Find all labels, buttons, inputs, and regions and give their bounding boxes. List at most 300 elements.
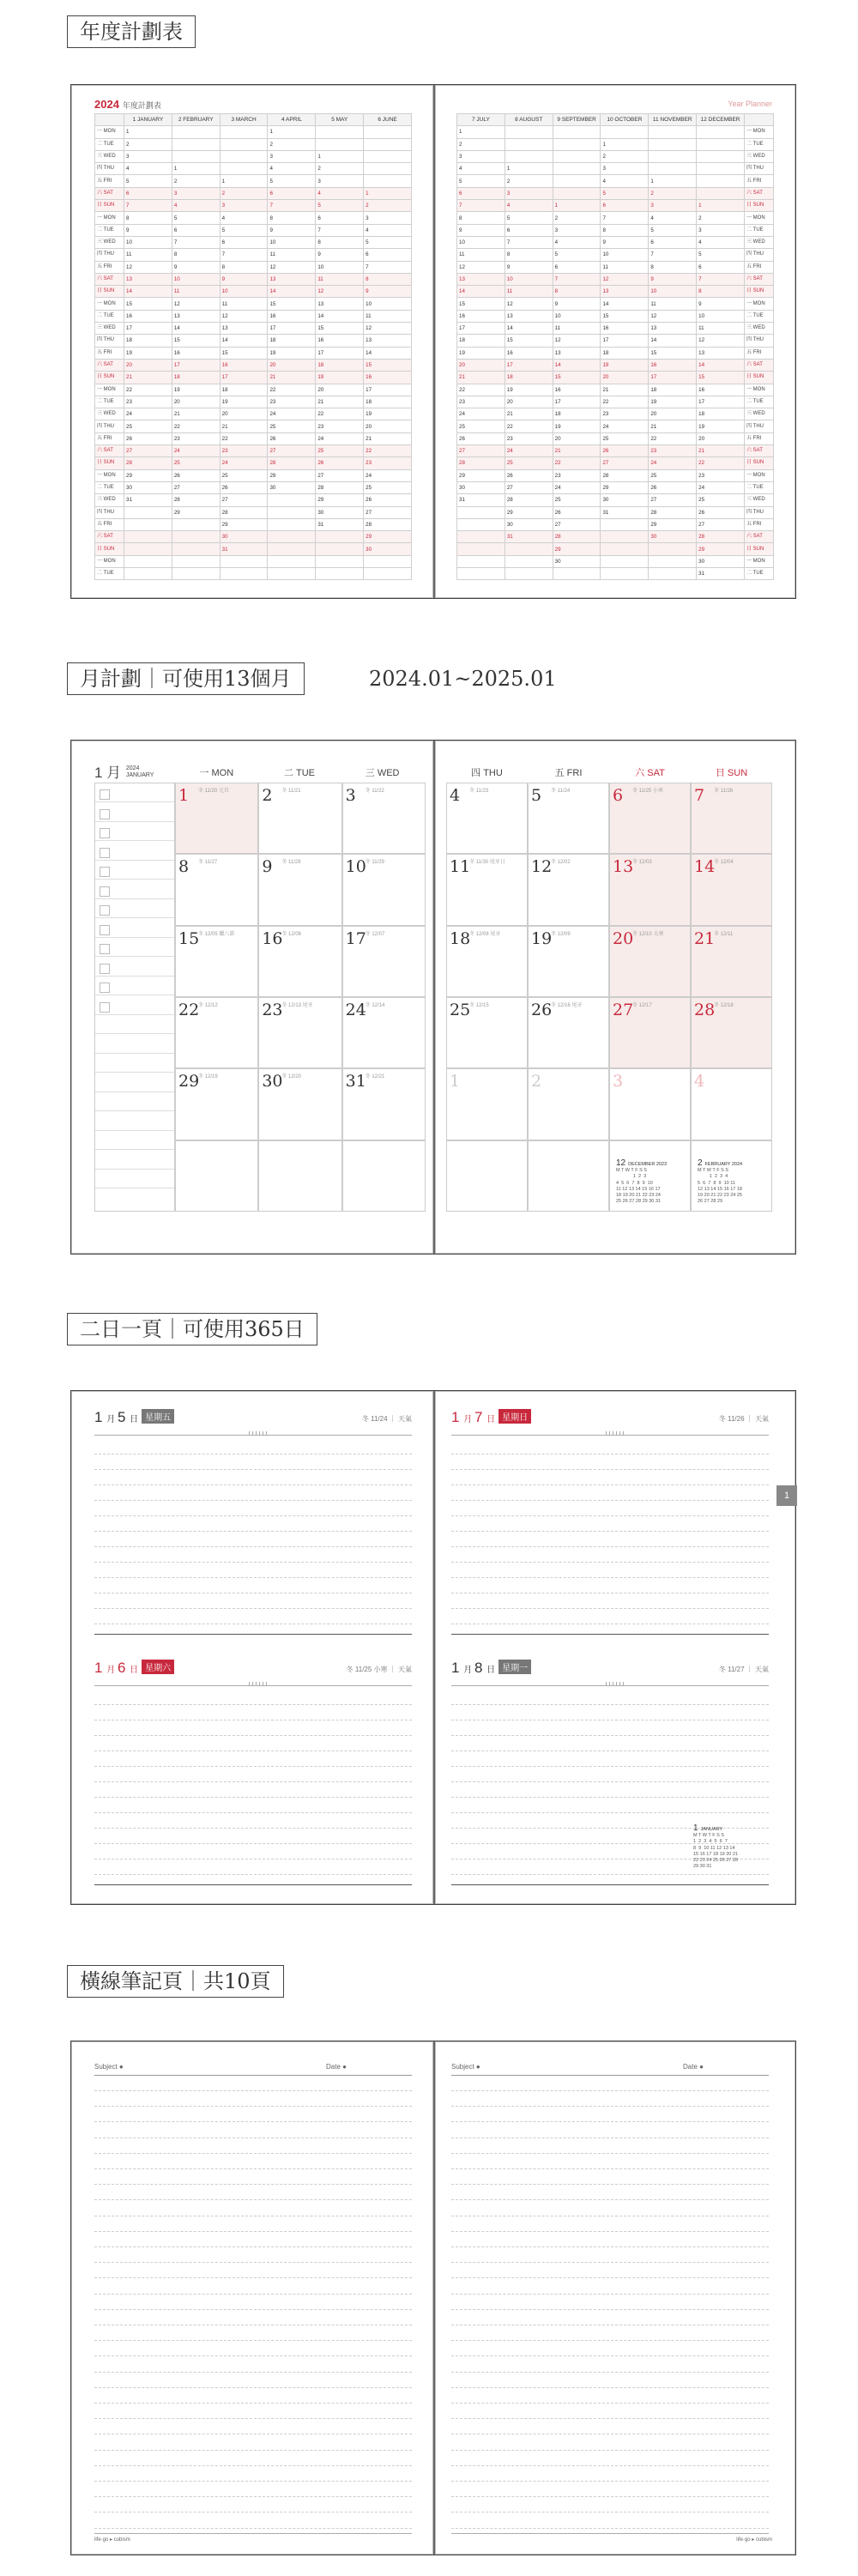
- yearly-day-cell[interactable]: 23: [124, 396, 172, 408]
- yearly-day-cell[interactable]: 24: [601, 420, 649, 432]
- yearly-day-cell[interactable]: 1: [697, 200, 745, 212]
- yearly-day-cell[interactable]: 18: [505, 372, 553, 384]
- yearly-day-cell[interactable]: 21: [220, 420, 268, 432]
- yearly-day-cell[interactable]: 20: [697, 432, 745, 444]
- yearly-day-cell[interactable]: 13: [697, 347, 745, 359]
- yearly-day-cell[interactable]: [124, 518, 172, 530]
- yearly-day-cell[interactable]: 22: [124, 384, 172, 396]
- yearly-day-cell[interactable]: [505, 150, 553, 162]
- yearly-day-cell[interactable]: 25: [649, 469, 697, 481]
- yearly-day-cell[interactable]: 31: [220, 543, 268, 555]
- yearly-day-cell[interactable]: 23: [316, 420, 364, 432]
- yearly-day-cell[interactable]: [697, 126, 745, 138]
- yearly-day-cell[interactable]: 22: [316, 408, 364, 420]
- yearly-day-cell[interactable]: [457, 543, 505, 555]
- yearly-day-cell[interactable]: 11: [268, 249, 316, 261]
- yearly-day-cell[interactable]: 20: [124, 359, 172, 371]
- yearly-day-cell[interactable]: 10: [553, 310, 601, 322]
- yearly-day-cell[interactable]: 29: [172, 506, 220, 518]
- yearly-day-cell[interactable]: 15: [220, 347, 268, 359]
- yearly-day-cell[interactable]: 27: [601, 457, 649, 469]
- yearly-day-cell[interactable]: 27: [124, 445, 172, 457]
- yearly-day-cell[interactable]: 14: [220, 335, 268, 347]
- yearly-day-cell[interactable]: 21: [268, 372, 316, 384]
- yearly-day-cell[interactable]: 14: [697, 359, 745, 371]
- yearly-day-cell[interactable]: 22: [172, 420, 220, 432]
- yearly-day-cell[interactable]: 16: [364, 372, 412, 384]
- yearly-day-cell[interactable]: [268, 567, 316, 579]
- yearly-day-cell[interactable]: [124, 506, 172, 518]
- yearly-day-cell[interactable]: 18: [364, 396, 412, 408]
- yearly-day-cell[interactable]: 30: [505, 518, 553, 530]
- yearly-day-cell[interactable]: 11: [457, 249, 505, 261]
- yearly-day-cell[interactable]: 3: [457, 150, 505, 162]
- yearly-day-cell[interactable]: 15: [124, 298, 172, 310]
- yearly-day-cell[interactable]: 11: [505, 286, 553, 298]
- yearly-day-cell[interactable]: 12: [268, 261, 316, 273]
- yearly-day-cell[interactable]: 30: [268, 481, 316, 493]
- yearly-day-cell[interactable]: 2: [268, 138, 316, 150]
- yearly-day-cell[interactable]: 9: [553, 298, 601, 310]
- yearly-day-cell[interactable]: [172, 518, 220, 530]
- yearly-day-cell[interactable]: 30: [364, 543, 412, 555]
- yearly-day-cell[interactable]: [364, 150, 412, 162]
- yearly-day-cell[interactable]: [553, 187, 601, 199]
- yearly-day-cell[interactable]: 6: [649, 236, 697, 248]
- monthly-day-cell[interactable]: [258, 926, 341, 997]
- yearly-day-cell[interactable]: 8: [649, 261, 697, 273]
- yearly-day-cell[interactable]: [457, 567, 505, 579]
- yearly-day-cell[interactable]: 8: [268, 212, 316, 224]
- yearly-day-cell[interactable]: 29: [553, 543, 601, 555]
- monthly-empty-cell[interactable]: [258, 1140, 341, 1212]
- yearly-day-cell[interactable]: 1: [457, 126, 505, 138]
- yearly-day-cell[interactable]: 25: [553, 494, 601, 506]
- yearly-day-cell[interactable]: 5: [601, 187, 649, 199]
- yearly-day-cell[interactable]: 17: [268, 323, 316, 335]
- yearly-day-cell[interactable]: 12: [649, 310, 697, 322]
- monthly-day-cell[interactable]: [342, 783, 426, 854]
- yearly-day-cell[interactable]: 12: [172, 298, 220, 310]
- yearly-day-cell[interactable]: 14: [172, 323, 220, 335]
- yearly-day-cell[interactable]: 5: [316, 200, 364, 212]
- yearly-day-cell[interactable]: 4: [172, 200, 220, 212]
- yearly-day-cell[interactable]: [649, 150, 697, 162]
- yearly-day-cell[interactable]: 20: [505, 396, 553, 408]
- yearly-day-cell[interactable]: 30: [316, 506, 364, 518]
- yearly-day-cell[interactable]: 20: [316, 384, 364, 396]
- yearly-day-cell[interactable]: 22: [505, 420, 553, 432]
- yearly-day-cell[interactable]: 31: [601, 506, 649, 518]
- yearly-day-cell[interactable]: 16: [457, 310, 505, 322]
- yearly-day-cell[interactable]: 4: [457, 163, 505, 175]
- yearly-day-cell[interactable]: 4: [697, 236, 745, 248]
- yearly-day-cell[interactable]: [220, 163, 268, 175]
- yearly-day-cell[interactable]: 18: [553, 408, 601, 420]
- yearly-day-cell[interactable]: [220, 150, 268, 162]
- monthly-day-cell[interactable]: [446, 783, 528, 854]
- yearly-day-cell[interactable]: 13: [220, 323, 268, 335]
- yearly-day-cell[interactable]: 11: [316, 273, 364, 285]
- yearly-day-cell[interactable]: 18: [601, 347, 649, 359]
- monthly-day-cell[interactable]: [446, 854, 528, 925]
- yearly-day-cell[interactable]: 17: [457, 323, 505, 335]
- yearly-day-cell[interactable]: 26: [220, 481, 268, 493]
- yearly-day-cell[interactable]: 4: [649, 212, 697, 224]
- month-tab[interactable]: 1: [776, 1485, 797, 1506]
- yearly-day-cell[interactable]: 18: [220, 384, 268, 396]
- yearly-day-cell[interactable]: 13: [172, 310, 220, 322]
- yearly-day-cell[interactable]: 17: [505, 359, 553, 371]
- yearly-day-cell[interactable]: 15: [601, 310, 649, 322]
- yearly-day-cell[interactable]: 13: [553, 347, 601, 359]
- yearly-day-cell[interactable]: [553, 150, 601, 162]
- yearly-day-cell[interactable]: 18: [649, 384, 697, 396]
- monthly-day-cell[interactable]: [446, 1068, 528, 1140]
- yearly-day-cell[interactable]: 10: [172, 273, 220, 285]
- yearly-day-cell[interactable]: 21: [505, 408, 553, 420]
- monthly-day-cell[interactable]: [691, 1068, 772, 1140]
- yearly-day-cell[interactable]: 27: [553, 518, 601, 530]
- yearly-day-cell[interactable]: 31: [316, 518, 364, 530]
- yearly-day-cell[interactable]: 22: [268, 384, 316, 396]
- yearly-day-cell[interactable]: [220, 126, 268, 138]
- yearly-day-cell[interactable]: 8: [124, 212, 172, 224]
- yearly-day-cell[interactable]: 20: [649, 408, 697, 420]
- yearly-day-cell[interactable]: [601, 543, 649, 555]
- yearly-day-cell[interactable]: 13: [124, 273, 172, 285]
- yearly-day-cell[interactable]: 17: [316, 347, 364, 359]
- yearly-day-cell[interactable]: 9: [172, 261, 220, 273]
- yearly-day-cell[interactable]: 23: [172, 432, 220, 444]
- yearly-day-cell[interactable]: 27: [649, 494, 697, 506]
- yearly-day-cell[interactable]: 4: [553, 236, 601, 248]
- yearly-day-cell[interactable]: [601, 518, 649, 530]
- yearly-day-cell[interactable]: 23: [220, 445, 268, 457]
- yearly-day-cell[interactable]: 15: [364, 359, 412, 371]
- yearly-day-cell[interactable]: 31: [457, 494, 505, 506]
- monthly-day-cell[interactable]: [175, 997, 258, 1068]
- yearly-day-cell[interactable]: 6: [553, 261, 601, 273]
- yearly-day-cell[interactable]: 11: [124, 249, 172, 261]
- yearly-day-cell[interactable]: 7: [172, 236, 220, 248]
- yearly-day-cell[interactable]: 24: [172, 445, 220, 457]
- yearly-day-cell[interactable]: [268, 518, 316, 530]
- yearly-day-cell[interactable]: [697, 163, 745, 175]
- yearly-day-cell[interactable]: 20: [172, 396, 220, 408]
- yearly-day-cell[interactable]: 2: [505, 175, 553, 187]
- yearly-day-cell[interactable]: 15: [457, 298, 505, 310]
- yearly-day-cell[interactable]: 20: [601, 372, 649, 384]
- yearly-day-cell[interactable]: 19: [124, 347, 172, 359]
- yearly-day-cell[interactable]: 1: [124, 126, 172, 138]
- monthly-day-cell[interactable]: [342, 1068, 426, 1140]
- yearly-day-cell[interactable]: [316, 138, 364, 150]
- yearly-day-cell[interactable]: 25: [316, 445, 364, 457]
- yearly-day-cell[interactable]: 31: [697, 567, 745, 579]
- yearly-day-cell[interactable]: [649, 163, 697, 175]
- yearly-day-cell[interactable]: [172, 531, 220, 543]
- monthly-empty-cell[interactable]: [528, 1140, 609, 1212]
- yearly-day-cell[interactable]: 8: [553, 286, 601, 298]
- yearly-day-cell[interactable]: 12: [553, 335, 601, 347]
- yearly-day-cell[interactable]: 20: [553, 432, 601, 444]
- yearly-day-cell[interactable]: 24: [457, 408, 505, 420]
- yearly-day-cell[interactable]: 4: [220, 212, 268, 224]
- yearly-day-cell[interactable]: 15: [505, 335, 553, 347]
- yearly-day-cell[interactable]: 10: [220, 286, 268, 298]
- yearly-day-cell[interactable]: 24: [697, 481, 745, 493]
- yearly-day-cell[interactable]: 27: [268, 445, 316, 457]
- yearly-day-cell[interactable]: 25: [601, 432, 649, 444]
- yearly-day-cell[interactable]: 7: [457, 200, 505, 212]
- yearly-day-cell[interactable]: 26: [316, 457, 364, 469]
- yearly-day-cell[interactable]: 9: [649, 273, 697, 285]
- yearly-day-cell[interactable]: 30: [649, 531, 697, 543]
- yearly-day-cell[interactable]: 30: [124, 481, 172, 493]
- yearly-day-cell[interactable]: 2: [172, 175, 220, 187]
- yearly-day-cell[interactable]: 3: [364, 212, 412, 224]
- yearly-day-cell[interactable]: [505, 555, 553, 567]
- yearly-day-cell[interactable]: 26: [457, 432, 505, 444]
- yearly-day-cell[interactable]: 3: [268, 150, 316, 162]
- yearly-day-cell[interactable]: 7: [268, 200, 316, 212]
- yearly-day-cell[interactable]: 18: [697, 408, 745, 420]
- yearly-day-cell[interactable]: 11: [364, 310, 412, 322]
- yearly-day-cell[interactable]: [505, 126, 553, 138]
- yearly-day-cell[interactable]: 16: [505, 347, 553, 359]
- yearly-day-cell[interactable]: 26: [601, 445, 649, 457]
- yearly-day-cell[interactable]: [601, 531, 649, 543]
- yearly-day-cell[interactable]: 14: [457, 286, 505, 298]
- yearly-day-cell[interactable]: 5: [364, 236, 412, 248]
- yearly-day-cell[interactable]: 12: [601, 273, 649, 285]
- yearly-day-cell[interactable]: 12: [220, 310, 268, 322]
- yearly-day-cell[interactable]: 6: [172, 224, 220, 236]
- yearly-day-cell[interactable]: 14: [268, 286, 316, 298]
- yearly-day-cell[interactable]: 23: [457, 396, 505, 408]
- yearly-day-cell[interactable]: 26: [553, 506, 601, 518]
- yearly-day-cell[interactable]: 14: [124, 286, 172, 298]
- yearly-day-cell[interactable]: 21: [649, 420, 697, 432]
- yearly-day-cell[interactable]: [553, 138, 601, 150]
- yearly-day-cell[interactable]: 2: [124, 138, 172, 150]
- yearly-day-cell[interactable]: 28: [601, 469, 649, 481]
- monthly-day-cell[interactable]: [609, 854, 691, 925]
- yearly-day-cell[interactable]: 6: [268, 187, 316, 199]
- yearly-day-cell[interactable]: 19: [172, 384, 220, 396]
- yearly-day-cell[interactable]: 7: [364, 261, 412, 273]
- yearly-day-cell[interactable]: 28: [649, 506, 697, 518]
- yearly-day-cell[interactable]: 1: [316, 150, 364, 162]
- yearly-day-cell[interactable]: [220, 138, 268, 150]
- yearly-day-cell[interactable]: [553, 567, 601, 579]
- yearly-day-cell[interactable]: 23: [553, 469, 601, 481]
- yearly-day-cell[interactable]: 6: [220, 236, 268, 248]
- yearly-day-cell[interactable]: 6: [316, 212, 364, 224]
- yearly-day-cell[interactable]: [457, 506, 505, 518]
- yearly-day-cell[interactable]: [316, 531, 364, 543]
- yearly-day-cell[interactable]: 12: [124, 261, 172, 273]
- yearly-day-cell[interactable]: 11: [697, 323, 745, 335]
- monthly-day-cell[interactable]: [258, 854, 341, 925]
- monthly-day-cell[interactable]: [609, 1068, 691, 1140]
- yearly-day-cell[interactable]: 8: [457, 212, 505, 224]
- yearly-day-cell[interactable]: 20: [364, 420, 412, 432]
- yearly-day-cell[interactable]: 22: [649, 432, 697, 444]
- yearly-day-cell[interactable]: 16: [601, 323, 649, 335]
- yearly-day-cell[interactable]: 29: [364, 531, 412, 543]
- yearly-day-cell[interactable]: [124, 567, 172, 579]
- yearly-day-cell[interactable]: [220, 567, 268, 579]
- yearly-day-cell[interactable]: 9: [364, 286, 412, 298]
- yearly-day-cell[interactable]: 9: [220, 273, 268, 285]
- yearly-day-cell[interactable]: 17: [220, 372, 268, 384]
- yearly-day-cell[interactable]: 28: [268, 457, 316, 469]
- yearly-day-cell[interactable]: 8: [364, 273, 412, 285]
- monthly-day-cell[interactable]: [691, 926, 772, 997]
- yearly-day-cell[interactable]: 28: [124, 457, 172, 469]
- yearly-day-cell[interactable]: 22: [457, 384, 505, 396]
- yearly-day-cell[interactable]: 19: [649, 396, 697, 408]
- yearly-day-cell[interactable]: 5: [649, 224, 697, 236]
- monthly-day-cell[interactable]: [175, 926, 258, 997]
- yearly-day-cell[interactable]: 22: [364, 445, 412, 457]
- yearly-day-cell[interactable]: [601, 567, 649, 579]
- yearly-day-cell[interactable]: 3: [553, 224, 601, 236]
- yearly-day-cell[interactable]: 24: [316, 432, 364, 444]
- monthly-day-cell[interactable]: [175, 783, 258, 854]
- yearly-day-cell[interactable]: 27: [364, 506, 412, 518]
- yearly-day-cell[interactable]: 12: [316, 286, 364, 298]
- yearly-day-cell[interactable]: 29: [601, 481, 649, 493]
- yearly-day-cell[interactable]: 25: [697, 494, 745, 506]
- yearly-day-cell[interactable]: [505, 567, 553, 579]
- yearly-day-cell[interactable]: 27: [316, 469, 364, 481]
- yearly-day-cell[interactable]: 19: [601, 359, 649, 371]
- yearly-day-cell[interactable]: 6: [364, 249, 412, 261]
- yearly-day-cell[interactable]: 4: [505, 200, 553, 212]
- yearly-day-cell[interactable]: [457, 555, 505, 567]
- yearly-day-cell[interactable]: 26: [172, 469, 220, 481]
- yearly-day-cell[interactable]: 25: [505, 457, 553, 469]
- yearly-day-cell[interactable]: 19: [457, 347, 505, 359]
- monthly-day-cell[interactable]: [258, 1068, 341, 1140]
- yearly-day-cell[interactable]: 24: [124, 408, 172, 420]
- yearly-day-cell[interactable]: [601, 126, 649, 138]
- monthly-day-cell[interactable]: [446, 926, 528, 997]
- yearly-day-cell[interactable]: 3: [220, 200, 268, 212]
- yearly-day-cell[interactable]: 10: [649, 286, 697, 298]
- yearly-day-cell[interactable]: 26: [505, 469, 553, 481]
- yearly-day-cell[interactable]: 11: [553, 323, 601, 335]
- yearly-day-cell[interactable]: 16: [697, 384, 745, 396]
- yearly-day-cell[interactable]: 9: [601, 236, 649, 248]
- yearly-day-cell[interactable]: [697, 150, 745, 162]
- yearly-day-cell[interactable]: 1: [220, 175, 268, 187]
- yearly-day-cell[interactable]: [457, 518, 505, 530]
- yearly-day-cell[interactable]: 14: [364, 347, 412, 359]
- yearly-day-cell[interactable]: 17: [172, 359, 220, 371]
- yearly-day-cell[interactable]: 16: [220, 359, 268, 371]
- yearly-day-cell[interactable]: [364, 138, 412, 150]
- yearly-day-cell[interactable]: 21: [124, 372, 172, 384]
- yearly-day-cell[interactable]: 29: [316, 494, 364, 506]
- yearly-day-cell[interactable]: 24: [220, 457, 268, 469]
- yearly-day-cell[interactable]: 10: [457, 236, 505, 248]
- yearly-day-cell[interactable]: [697, 187, 745, 199]
- yearly-day-cell[interactable]: 3: [172, 187, 220, 199]
- yearly-day-cell[interactable]: 25: [220, 469, 268, 481]
- yearly-day-cell[interactable]: 1: [553, 200, 601, 212]
- yearly-day-cell[interactable]: 21: [601, 384, 649, 396]
- yearly-day-cell[interactable]: 4: [124, 163, 172, 175]
- yearly-day-cell[interactable]: 26: [364, 494, 412, 506]
- yearly-day-cell[interactable]: 4: [268, 163, 316, 175]
- yearly-day-cell[interactable]: 15: [268, 298, 316, 310]
- yearly-day-cell[interactable]: 27: [172, 481, 220, 493]
- yearly-day-cell[interactable]: 16: [316, 335, 364, 347]
- yearly-day-cell[interactable]: 8: [172, 249, 220, 261]
- yearly-day-cell[interactable]: [649, 138, 697, 150]
- yearly-day-cell[interactable]: [553, 126, 601, 138]
- monthly-day-cell[interactable]: [609, 926, 691, 997]
- yearly-day-cell[interactable]: [316, 126, 364, 138]
- yearly-day-cell[interactable]: 12: [364, 323, 412, 335]
- yearly-day-cell[interactable]: 7: [649, 249, 697, 261]
- yearly-day-cell[interactable]: 8: [220, 261, 268, 273]
- yearly-day-cell[interactable]: 17: [697, 396, 745, 408]
- yearly-day-cell[interactable]: 12: [457, 261, 505, 273]
- yearly-day-cell[interactable]: 14: [553, 359, 601, 371]
- yearly-day-cell[interactable]: 28: [316, 481, 364, 493]
- yearly-day-cell[interactable]: 14: [316, 310, 364, 322]
- yearly-day-cell[interactable]: 19: [364, 408, 412, 420]
- yearly-day-cell[interactable]: 6: [505, 224, 553, 236]
- yearly-day-cell[interactable]: 1: [601, 138, 649, 150]
- yearly-day-cell[interactable]: 16: [553, 384, 601, 396]
- yearly-day-cell[interactable]: 1: [364, 187, 412, 199]
- yearly-day-cell[interactable]: [601, 555, 649, 567]
- yearly-day-cell[interactable]: 5: [268, 175, 316, 187]
- yearly-day-cell[interactable]: [316, 567, 364, 579]
- monthly-day-cell[interactable]: [342, 997, 426, 1068]
- yearly-day-cell[interactable]: [316, 555, 364, 567]
- yearly-day-cell[interactable]: 24: [649, 457, 697, 469]
- yearly-day-cell[interactable]: 18: [316, 359, 364, 371]
- yearly-day-cell[interactable]: 7: [316, 224, 364, 236]
- yearly-day-cell[interactable]: 7: [124, 200, 172, 212]
- yearly-day-cell[interactable]: 30: [601, 494, 649, 506]
- yearly-day-cell[interactable]: 30: [553, 555, 601, 567]
- yearly-day-cell[interactable]: 8: [601, 224, 649, 236]
- yearly-day-cell[interactable]: 28: [364, 518, 412, 530]
- yearly-day-cell[interactable]: [649, 555, 697, 567]
- yearly-day-cell[interactable]: 8: [697, 286, 745, 298]
- monthly-day-cell[interactable]: [258, 783, 341, 854]
- yearly-day-cell[interactable]: [364, 567, 412, 579]
- yearly-day-cell[interactable]: 16: [124, 310, 172, 322]
- yearly-day-cell[interactable]: [364, 175, 412, 187]
- yearly-day-cell[interactable]: 28: [457, 457, 505, 469]
- yearly-day-cell[interactable]: 28: [172, 494, 220, 506]
- yearly-day-cell[interactable]: 1: [172, 163, 220, 175]
- yearly-day-cell[interactable]: 21: [553, 445, 601, 457]
- yearly-day-cell[interactable]: 15: [316, 323, 364, 335]
- monthly-day-cell[interactable]: [528, 1068, 609, 1140]
- yearly-day-cell[interactable]: [172, 150, 220, 162]
- yearly-day-cell[interactable]: 19: [220, 396, 268, 408]
